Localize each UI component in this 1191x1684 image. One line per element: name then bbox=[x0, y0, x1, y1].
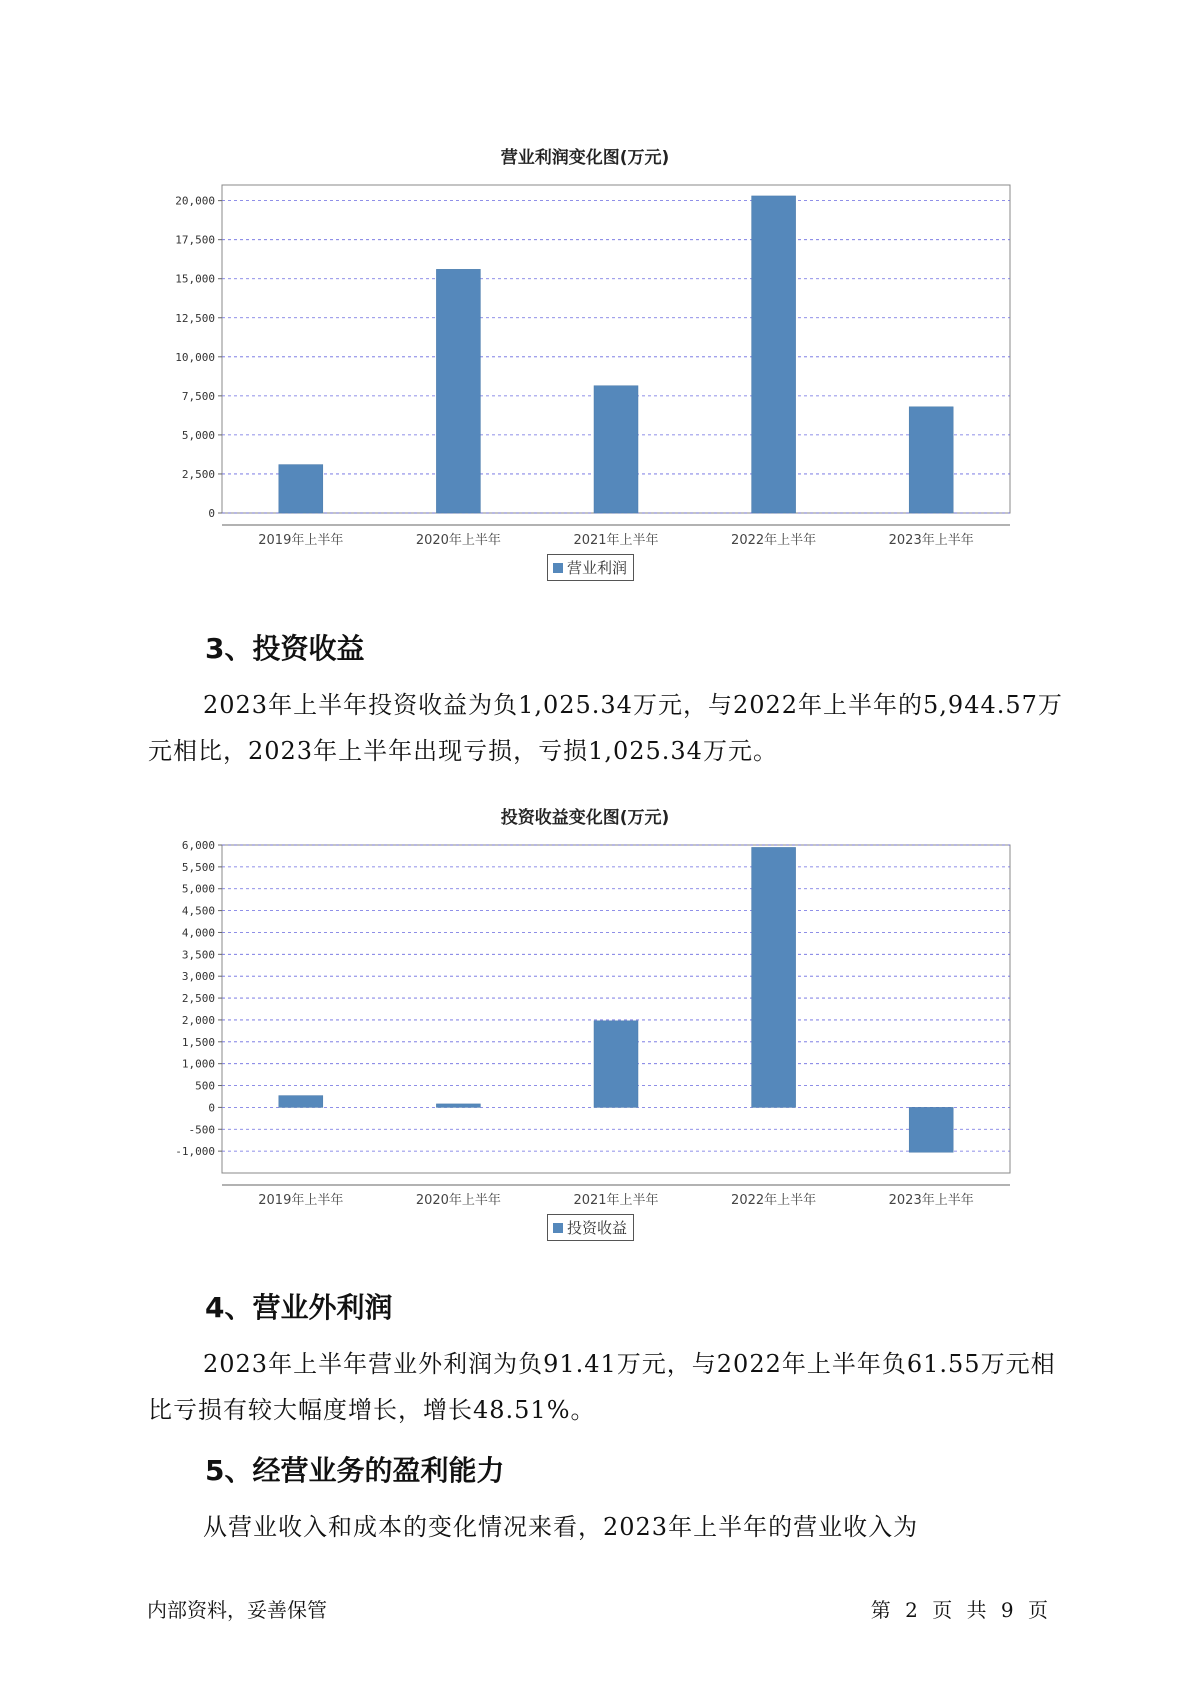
chart-title: 营业利润变化图(万元) bbox=[500, 148, 670, 168]
bar bbox=[594, 1021, 638, 1108]
bar bbox=[436, 269, 480, 513]
footer-confidential-note: 内部资料，妥善保管 bbox=[147, 1598, 327, 1622]
legend-swatch bbox=[553, 1223, 563, 1233]
footer-page-number: 第 2 页 共 9 页 bbox=[870, 1598, 1048, 1622]
y-tick-label: 5,500 bbox=[181, 860, 215, 874]
y-tick-label: 3,500 bbox=[181, 948, 215, 962]
y-tick-label: -500 bbox=[188, 1123, 215, 1137]
y-tick-label: 0 bbox=[208, 1101, 215, 1115]
plot-frame bbox=[222, 845, 1010, 1173]
y-tick-label: 5,000 bbox=[181, 428, 215, 442]
y-tick-label: 20,000 bbox=[175, 194, 215, 208]
y-tick-label: 15,000 bbox=[175, 272, 215, 286]
y-tick-label: 7,500 bbox=[181, 389, 215, 403]
y-tick-label: 0 bbox=[208, 507, 215, 520]
chart-legend bbox=[547, 1214, 634, 1241]
bar bbox=[752, 196, 796, 513]
x-tick-label: 2021年上半年 bbox=[573, 533, 659, 548]
y-tick-label: 17,500 bbox=[175, 233, 215, 247]
chart-legend bbox=[547, 554, 634, 581]
legend-swatch bbox=[553, 563, 563, 573]
section-heading-non-operating-profit: 4、营业外利润 bbox=[205, 1291, 393, 1324]
y-tick-label: 6,000 bbox=[181, 839, 215, 852]
bar bbox=[279, 465, 323, 513]
y-tick-label: 5,000 bbox=[181, 882, 215, 896]
y-tick-label: 12,500 bbox=[175, 311, 215, 325]
bar bbox=[436, 1104, 480, 1107]
section-paragraph-profitability: 从营业收入和成本的变化情况来看，2023年上半年的营业收入为 bbox=[203, 1513, 919, 1541]
legend-label: 营业利润 bbox=[567, 559, 628, 577]
section-paragraph-non-operating-profit: 2023年上半年营业外利润为负91.41万元，与2022年上半年负61.55万元相比亏损有较大幅度增长，增长48.51%。 bbox=[148, 1350, 1056, 1424]
x-tick-label: 2019年上半年 bbox=[258, 533, 344, 548]
y-tick-label: 2,500 bbox=[181, 467, 215, 481]
x-tick-label: 2019年上半年 bbox=[258, 1193, 344, 1208]
y-tick-label: 2,500 bbox=[181, 992, 215, 1006]
x-tick-label: 2022年上半年 bbox=[731, 1193, 817, 1208]
legend-label: 投资收益 bbox=[567, 1219, 628, 1237]
x-tick-label: 2020年上半年 bbox=[415, 1193, 501, 1208]
chart-title: 投资收益变化图(万元) bbox=[500, 808, 670, 828]
y-tick-label: 1,500 bbox=[181, 1035, 215, 1049]
chart-plot bbox=[150, 180, 1020, 550]
x-tick-label: 2022年上半年 bbox=[731, 533, 817, 548]
section-paragraph-investment-income: 2023年上半年投资收益为负1,025.34万元，与2022年上半年的5,944.57万元相比，2023年上半年出现亏损，亏损1,025.34万元。 bbox=[148, 691, 1063, 765]
y-tick-label: 3,000 bbox=[181, 970, 215, 984]
x-tick-label: 2023年上半年 bbox=[888, 533, 974, 548]
chart-investment-income bbox=[150, 800, 1020, 1240]
y-tick-label: 1,000 bbox=[181, 1057, 215, 1071]
bar bbox=[752, 847, 796, 1107]
chart-plot bbox=[150, 840, 1020, 1210]
y-tick-label: 4,000 bbox=[181, 926, 215, 940]
y-tick-label: 500 bbox=[195, 1079, 215, 1093]
y-tick-label: 2,000 bbox=[181, 1013, 215, 1027]
y-tick-label: -1,000 bbox=[175, 1145, 215, 1159]
section-heading-investment-income: 3、投资收益 bbox=[205, 632, 365, 665]
x-tick-label: 2020年上半年 bbox=[415, 533, 501, 548]
x-tick-label: 2023年上半年 bbox=[888, 1193, 974, 1208]
chart-operating-profit bbox=[150, 140, 1020, 580]
bar bbox=[279, 1096, 323, 1108]
y-tick-label: 4,500 bbox=[181, 904, 215, 918]
bar bbox=[594, 386, 638, 513]
y-tick-label: 10,000 bbox=[175, 350, 215, 364]
x-tick-label: 2021年上半年 bbox=[573, 1193, 659, 1208]
section-heading-profitability: 5、经营业务的盈利能力 bbox=[205, 1454, 505, 1487]
bar bbox=[909, 1107, 953, 1152]
bar bbox=[909, 407, 953, 513]
